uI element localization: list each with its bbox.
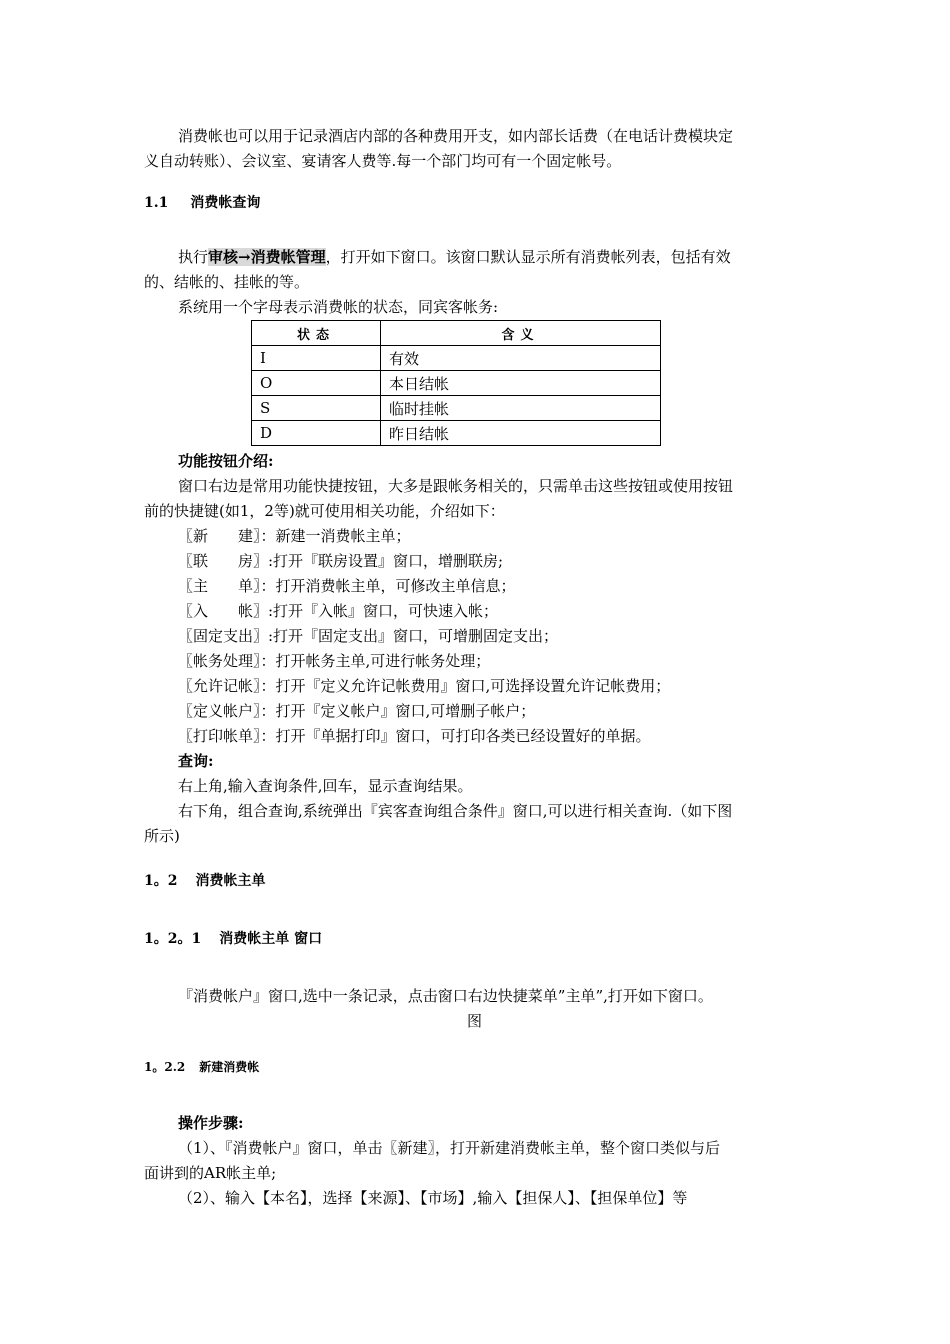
query-line-2: 右下角，组合查询,系统弹出『宾客查询组合条件』窗口,可以进行相关查询.（如下图 [178,802,733,820]
section-number: 1。2。1 [144,931,202,947]
status-meaning: 本日结帐 [381,371,661,396]
table-header-cell: 含义 [381,321,661,346]
status-code: O [252,371,381,396]
steps-heading: 操作步骤: [178,1114,244,1132]
section-1-1-para-2: 系统用一个字母表示消费帐的状态，同宾客帐务: [178,298,499,316]
section-1-1-para-1: 执行审核→消费帐管理，打开如下窗口。该窗口默认显示所有消费帐列表，包括有效 [178,248,731,266]
button-item-new: 〖新 建〗：新建一消费帐主单； [178,527,411,545]
button-item-define-account: 〖定义帐户〗：打开『定义帐户』窗口,可增删子帐户； [178,702,536,720]
status-code: D [252,421,381,446]
button-item-allow-charge: 〖允许记帐〗：打开『定义允许记帐费用』窗口,可选择设置允许记帐费用； [178,677,671,695]
status-code: I [252,346,381,371]
button-item-billing: 〖帐务处理〗：打开帐务主单,可进行帐务处理； [178,652,491,670]
section-title: 新建消费帐 [199,1060,260,1074]
query-line-3: 所示) [144,827,180,845]
status-meaning: 昨日结帐 [381,421,661,446]
section-1-2-2-heading [144,1056,259,1078]
button-item-link-room: 〖联 房〗:打开『联房设置』窗口，增删联房; [178,552,504,570]
section-1-2-1-heading [144,928,322,950]
table-row [252,346,661,371]
status-meaning: 有效 [381,346,661,371]
menu-path: 审核→消费帐管理 [208,248,326,266]
table-row [252,421,661,446]
query-heading: 查询: [178,752,214,770]
step-1-line-1: （1）、『消费帐户』窗口，单击〖新建〗，打开新建消费帐主单，整个窗口类似与后 [178,1139,721,1157]
buttons-desc-2: 前的快捷键(如1，2等)就可使用相关功能，介绍如下： [144,502,505,520]
status-code: S [252,396,381,421]
section-1-2-1-para: 『消费帐户』窗口,选中一条记录，点击窗口右边快捷菜单”主单”,打开如下窗口。 [178,987,713,1005]
table-row [252,371,661,396]
section-number: 1。2 [144,873,178,889]
table-row [252,396,661,421]
table-header-row [252,321,661,346]
section-number: 1.1 [144,195,169,211]
section-1-1-para-1-cont: 的、结帐的、挂帐的等。 [144,273,310,291]
section-number: 1。2.2 [144,1060,186,1074]
section-title: 消费帐主单 窗口 [219,931,323,947]
button-item-master: 〖主 单〗：打开消费帐主单，可修改主单信息； [178,577,516,595]
figure-placeholder: 图 [467,1012,483,1030]
buttons-desc-1: 窗口右边是常用功能快捷按钮，大多是跟帐务相关的，只需单击这些按钮或使用按钮 [178,477,734,495]
status-table [251,320,661,446]
table-header-cell: 状态 [252,321,381,346]
section-1-1-heading [144,192,260,214]
intro-line-2: 义自动转账）、会议室、宴请客人费等.每一个部门均可有一个固定帐号。 [144,152,622,170]
step-2-line-1: （2）、输入【本名】，选择【来源】、【市场】,输入【担保人】、【担保单位】等 [178,1189,688,1207]
status-meaning: 临时挂帐 [381,396,661,421]
query-line-1: 右上角,输入查询条件,回车，显示查询结果。 [178,777,473,795]
intro-line-1: 消费帐也可以用于记录酒店内部的各种费用开支，如内部长话费（在电话计费模块定 [178,127,734,145]
section-title: 消费帐主单 [195,873,266,889]
buttons-heading: 功能按钮介绍: [178,452,274,470]
section-title: 消费帐查询 [190,195,261,211]
button-item-fixed-charge: 〖固定支出〗:打开『固定支出』窗口，可增删固定支出； [178,627,559,645]
button-item-post: 〖入 帐〗:打开『入帐』窗口，可快速入帐； [178,602,499,620]
button-item-print-bill: 〖打印帐单〗：打开『单据打印』窗口，可打印各类已经设置好的单据。 [178,727,651,745]
step-1-line-2: 面讲到的AR帐主单; [144,1164,277,1182]
section-1-2-heading [144,870,265,892]
